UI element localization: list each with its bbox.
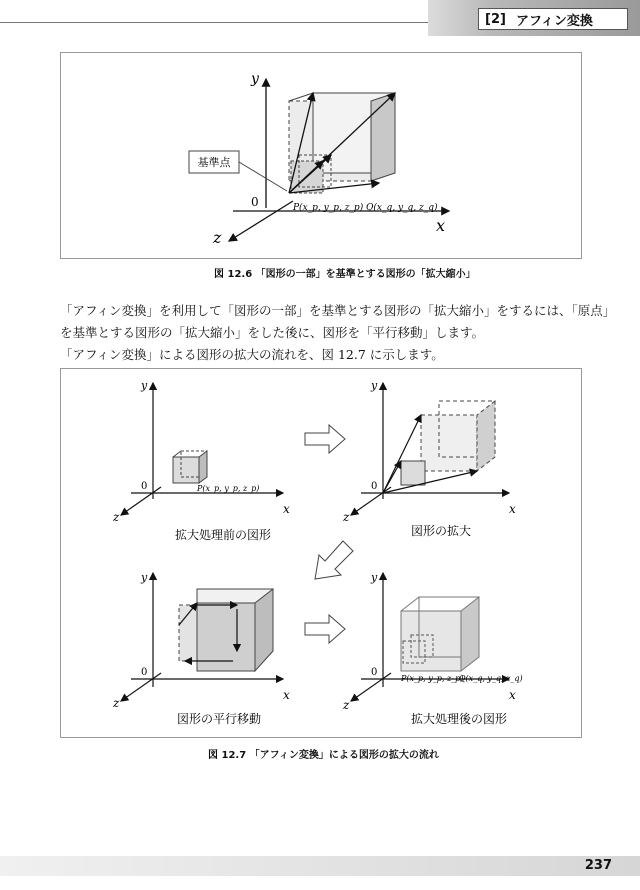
figure-12-6-caption: 図 12.6 「図形の一部」を基準とする図形の「拡大縮小」 xyxy=(214,269,476,280)
panel-scaled-label: 図形の拡大 xyxy=(410,524,472,538)
panel-translated xyxy=(112,571,290,710)
panel-before-label: 拡大処理前の図形 xyxy=(174,528,272,542)
figure-12-7-caption: 図 12.7 「アフィン変換」による図形の拡大の流れ xyxy=(208,750,439,761)
figure-12-7 xyxy=(60,368,582,738)
panel1-origin: 0 xyxy=(141,481,148,492)
panel-after xyxy=(342,571,523,712)
page-number: 237 xyxy=(584,858,612,873)
axis-z-label: z xyxy=(213,228,222,247)
panel1-axis-x: x xyxy=(283,502,290,516)
panel3-axis-z: z xyxy=(113,696,120,710)
panel3-axis-y: y xyxy=(141,571,148,584)
figure-12-6 xyxy=(60,52,582,259)
panel4-point-q: Q(x_q, y_q, z_q) xyxy=(459,674,523,683)
paragraph-line-2: を基準とする図形の「拡大縮小」をした後に、図形を「平行移動」します。 xyxy=(60,325,485,340)
base-point-label: 基準点 xyxy=(197,156,231,169)
flow-arrow-right-top xyxy=(305,425,345,453)
panel-translated-label: 図形の平行移動 xyxy=(176,712,262,726)
panel3-axis-x: x xyxy=(283,688,290,702)
figure-12-6-diagram xyxy=(61,53,581,258)
panel2-axis-z: z xyxy=(343,510,350,524)
panel-before xyxy=(112,379,290,524)
footer-band xyxy=(0,856,640,876)
origin-label: 0 xyxy=(251,195,259,209)
paragraph-line-3: 「アフィン変換」による図形の拡大の流れを、図 12.7 に示します。 xyxy=(60,347,444,362)
flow-arrow-right-bottom xyxy=(305,615,345,643)
panel-scaled xyxy=(342,379,516,524)
panel-after-label: 拡大処理後の図形 xyxy=(410,712,508,726)
paragraph-line-1: 「アフィン変換」を利用して「図形の一部」を基準とする図形の「拡大縮小」をするには、「原点」 xyxy=(60,303,616,318)
panel1-axis-y: y xyxy=(141,379,148,392)
figure-12-7-diagram xyxy=(61,369,581,737)
panel4-axis-z: z xyxy=(343,698,350,712)
section-number: [2] xyxy=(485,11,506,27)
panel2-origin: 0 xyxy=(371,481,378,492)
point-q-label: Q(x_q, y_q, z_q) xyxy=(366,203,438,213)
section-header xyxy=(478,8,628,30)
flow-arrow-diagonal xyxy=(315,541,353,579)
point-p-label: P(x_p, y_p, z_p) xyxy=(293,203,364,213)
panel4-origin: 0 xyxy=(371,667,378,678)
panel4-axis-x: x xyxy=(509,688,516,702)
panel4-axis-y: y xyxy=(371,571,378,584)
z-axis xyxy=(229,201,293,241)
panel1-axis-z: z xyxy=(113,510,120,524)
panel2-axis-x: x xyxy=(509,502,516,516)
panel4-point-p: P(x_p, y_p, z_p) xyxy=(401,674,464,683)
panel2-axis-y: y xyxy=(371,379,378,392)
header-rule xyxy=(0,22,430,23)
axis-x-label: x xyxy=(436,216,446,235)
section-title: アフィン変換 xyxy=(515,13,593,29)
axis-y-label: y xyxy=(251,71,259,87)
panel1-point-p: P(x_p, y_p, z_p) xyxy=(197,484,260,493)
panel3-origin: 0 xyxy=(141,667,148,678)
